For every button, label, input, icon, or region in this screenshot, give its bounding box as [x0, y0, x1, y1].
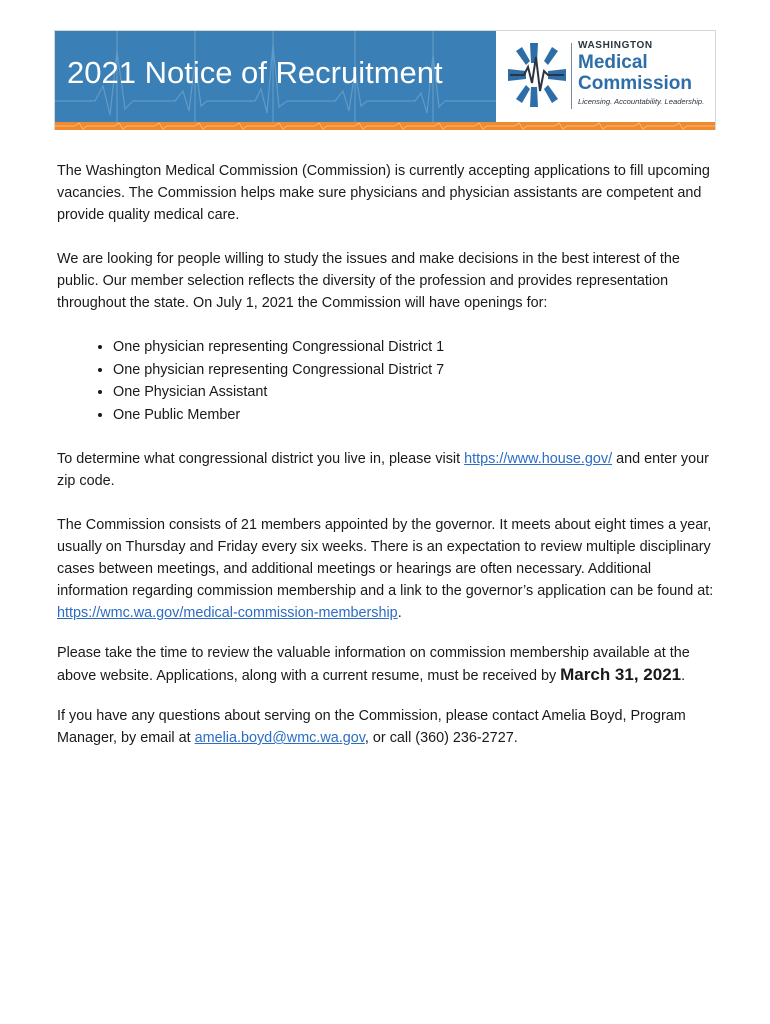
district-text: To determine what congressional district you live in, please visit: [57, 451, 465, 467]
banner-background: [55, 31, 496, 122]
deadline-date: March 31, 2021: [560, 665, 682, 684]
intro-paragraph: The Washington Medical Commission (Commission) is currently accepting applications to fill upcoming vacancies. The Commission helps make sure physicians and physician assistants are competent and provide quality medical care.: [57, 163, 710, 223]
logo-tagline: Licensing. Accountability. Leadership.: [578, 97, 705, 106]
review-text-end: .: [681, 668, 686, 684]
membership-link[interactable]: https://wmc.wa.gov/medical-commission-membership: [57, 605, 398, 621]
contact-text-end: , or call (360) 236-2727.: [364, 730, 518, 746]
list-item: • One Physician Assistant: [113, 381, 717, 404]
review-text: Please take the time to review the valuable information on commission membership available at the above website. Applications, along with a current resume, must be received by: [57, 645, 690, 684]
list-item: • One Public Member: [113, 404, 717, 427]
header-banner: [54, 30, 716, 130]
medical-cross-logo-icon: [508, 41, 566, 109]
commission-logo: [496, 31, 715, 122]
house-gov-link[interactable]: https://www.house.gov/: [464, 451, 613, 467]
document-body: [57, 160, 717, 771]
district-paragraph: [57, 448, 717, 492]
looking-paragraph: We are looking for people willing to study the issues and make decisions in the best interest of the public. Our member selection reflects the diversity of the profession and provides representation throughout the state. On July 1, 2021 the Commission will have openings for:: [57, 251, 680, 311]
membership-paragraph: [57, 514, 717, 624]
strip-pattern-graphic: [55, 122, 715, 130]
contact-text: If you have any questions about serving on the Commission, please contact Amelia Boyd, Program Manager, by email at: [57, 708, 686, 746]
logo-state: WASHINGTON: [578, 40, 653, 51]
contact-paragraph: [57, 705, 717, 749]
list-item: • One physician representing Congressional District 7: [113, 359, 717, 382]
list-item: • One physician representing Congressional District 1: [113, 336, 717, 359]
page-title: 2021 Notice of Recruitment: [67, 55, 443, 90]
logo-divider: [571, 43, 572, 109]
banner-accent-strip: [55, 122, 715, 130]
membership-text: The Commission consists of 21 members appointed by the governor. It meets about eight times a year, usually on Thursday and Friday every six weeks. There is an expectation to review multiple disciplinary cases between meetings, and additional meetings or hearings are often necessary. Additional information regarding commission membership and a link to the governor’s application can be found at:: [57, 517, 714, 599]
openings-list: [57, 336, 717, 426]
district-text-end: and enter your zip code.: [57, 451, 709, 489]
contact-email-link[interactable]: amelia.boyd@wmc.wa.gov: [194, 730, 365, 746]
logo-name-line2: Commission: [578, 73, 693, 94]
logo-name-line1: Medical: [578, 52, 648, 73]
membership-text-end: .: [397, 605, 402, 621]
review-paragraph: [57, 642, 717, 687]
logo-text: [578, 40, 704, 107]
